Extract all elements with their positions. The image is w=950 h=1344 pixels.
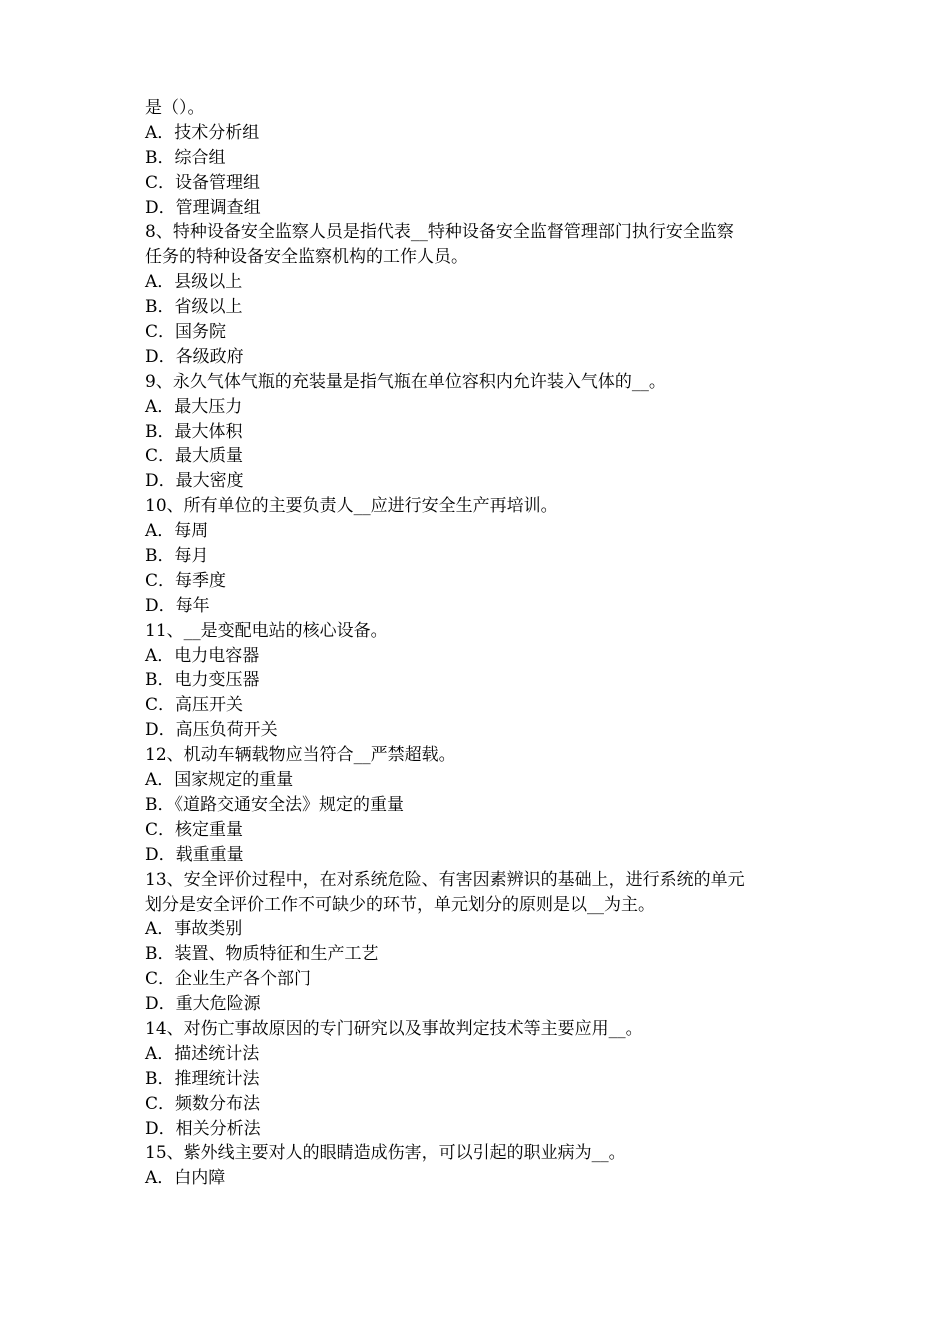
- question-line: 8、特种设备安全监察人员是指代表__特种设备安全监督管理部门执行安全监察: [145, 222, 734, 243]
- option-line: A．技术分析组: [145, 122, 260, 143]
- option-line: B．省级以上: [145, 297, 243, 318]
- option-line: B．最大体积: [145, 421, 243, 442]
- option-line: D．每年: [145, 595, 210, 616]
- option-line: D．各级政府: [145, 346, 244, 367]
- option-line: C．每季度: [145, 570, 227, 591]
- option-line: C．最大质量: [145, 446, 244, 467]
- question-line: 11、__是变配电站的核心设备。: [145, 620, 388, 641]
- text-line: 是（）。: [145, 98, 205, 118]
- question-line: 10、所有单位的主要负责人__应进行安全生产再培训。: [145, 496, 558, 517]
- question-line: 9、永久气体气瓶的充装量是指气瓶在单位容积内允许装入气体的__。: [145, 371, 666, 392]
- option-line: D．最大密度: [145, 471, 244, 492]
- question-line: 13、安全评价过程中，在对系统危险、有害因素辨识的基础上，进行系统的单元: [145, 869, 745, 890]
- option-line: A．国家规定的重量: [145, 770, 294, 791]
- option-line: D．管理调查组: [145, 197, 261, 218]
- option-line: C．高压开关: [145, 695, 244, 716]
- option-line: A．描述统计法: [145, 1043, 260, 1064]
- option-line: C．企业生产各个部门: [145, 969, 312, 990]
- option-line: B．推理统计法: [145, 1068, 260, 1089]
- option-line: C．核定重量: [145, 819, 244, 840]
- question-line: 划分是安全评价工作不可缺少的环节，单元划分的原则是以__为主。: [145, 894, 655, 915]
- option-line: B．综合组: [145, 147, 226, 168]
- option-line: B．《道路交通安全法》规定的重量: [145, 794, 404, 815]
- option-line: C．设备管理组: [145, 172, 261, 193]
- option-line: D．相关分析法: [145, 1118, 261, 1139]
- option-line: B．装置、物质特征和生产工艺: [145, 944, 379, 965]
- option-line: A．县级以上: [145, 272, 243, 293]
- option-line: D．高压负荷开关: [145, 720, 278, 741]
- option-line: C．频数分布法: [145, 1093, 261, 1114]
- option-line: A．电力电容器: [145, 645, 260, 666]
- question-line: 15、紫外线主要对人的眼睛造成伤害，可以引起的职业病为__。: [145, 1143, 626, 1164]
- option-line: B．每月: [145, 546, 209, 567]
- document-page: [145, 96, 825, 1191]
- option-line: A．最大压力: [145, 396, 243, 417]
- option-line: B．电力变压器: [145, 670, 260, 691]
- question-line: 任务的特种设备安全监察机构的工作人员。: [145, 247, 468, 268]
- option-line: A．事故类别: [145, 919, 243, 940]
- option-line: A．每周: [145, 521, 209, 542]
- option-line: D．载重重量: [145, 844, 244, 865]
- question-line: 14、对伤亡事故原因的专门研究以及事故判定技术等主要应用__。: [145, 1018, 643, 1039]
- option-line: D．重大危险源: [145, 994, 261, 1015]
- option-line: C．国务院: [145, 322, 227, 343]
- option-line: A．白内障: [145, 1168, 226, 1189]
- question-line: 12、机动车辆载物应当符合__严禁超载。: [145, 745, 456, 766]
